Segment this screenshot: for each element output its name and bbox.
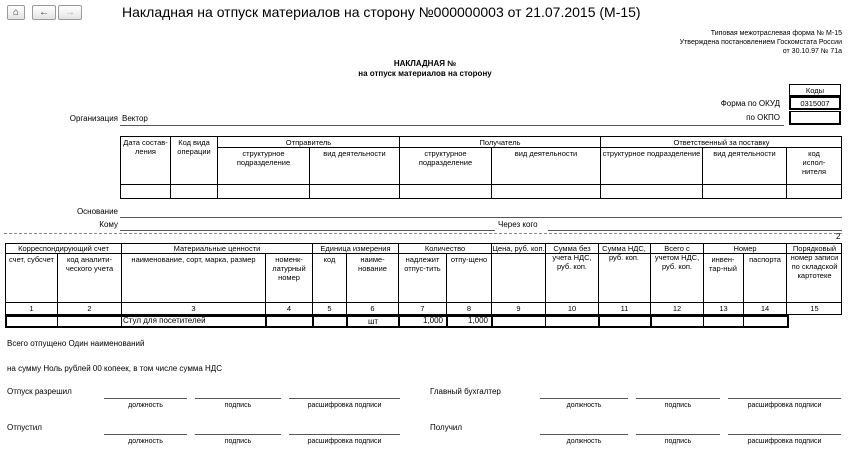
form-info-line2: Утверждена постановлением Госкомстата России: [679, 39, 842, 46]
col-number: 7: [420, 304, 425, 313]
vat-sum-header: Сумма НДС, руб. коп.: [602, 244, 646, 262]
doc-heading: [275, 59, 575, 79]
okpo-label: по ОКПО: [746, 113, 780, 122]
col-number: 11: [620, 304, 629, 313]
released-header: отпу-щено: [450, 255, 488, 264]
price-header: Цена, руб. коп.: [492, 244, 545, 253]
sig2-decoding: расшифровка подписи: [747, 402, 822, 409]
doc-heading-line1: НАКЛАДНАЯ №: [393, 59, 457, 68]
sig2-position: должность: [566, 402, 602, 409]
total-vat-header: Всего с учетом НДС, руб. коп.: [654, 244, 700, 271]
okud-cell: [789, 96, 841, 110]
via-label: Через кого: [498, 220, 538, 229]
col-number: 10: [567, 304, 577, 313]
forward-button[interactable]: [58, 5, 82, 20]
page-number: 2: [836, 232, 841, 241]
receiver-activity-header: вид деятельности: [514, 149, 578, 158]
released-by-label: Отпустил: [7, 423, 42, 432]
nomenclature-header: номенк-латурный номер: [272, 255, 306, 282]
chief-accountant-label: Главный бухгалтер: [430, 387, 501, 396]
op-code-header: Код вида операции: [177, 138, 211, 156]
card-record-header: Порядковый номер записи по складской картотеке: [790, 244, 839, 280]
form-info-line3: от 30.10.97 № 71а: [782, 48, 842, 55]
organization-label: Организация: [69, 114, 118, 123]
codes-header-cell: [789, 84, 841, 96]
passport-header: паспорта: [749, 255, 781, 264]
sig1-position: должность: [128, 402, 163, 409]
forward-arrow-icon: →: [65, 7, 75, 18]
row-name: Стул для посетителей: [123, 316, 206, 325]
form-info: [542, 29, 842, 56]
sig3-signature: подпись: [224, 438, 252, 445]
received-by-label: Получил: [430, 423, 462, 432]
col-number: 2: [87, 304, 92, 313]
home-icon: ⌂: [12, 7, 20, 18]
materials-header: Материальные ценности: [173, 244, 261, 253]
sig3-position: должность: [128, 438, 163, 445]
form-info-line1: Типовая межотраслевая форма № М-15: [710, 30, 842, 37]
sender-unit-header: структурное подразделение: [236, 149, 291, 167]
basis-label: Основание: [76, 207, 118, 216]
sender-activity-header: вид деятельности: [323, 149, 386, 158]
back-button[interactable]: [32, 5, 56, 20]
summary-sum: на сумму Ноль рублей 00 копеек, в том числе сумма НДС: [7, 364, 222, 373]
col-number: 14: [760, 304, 770, 313]
col-number: 13: [719, 304, 728, 313]
organization-value: Вектор: [122, 114, 148, 123]
quantity-header: Количество: [424, 244, 466, 253]
okud-value: 0315007: [800, 99, 830, 108]
date-header: Дата состав-ления: [123, 138, 168, 156]
home-button[interactable]: [7, 5, 25, 20]
sig2-signature: подпись: [664, 402, 692, 409]
inventory-header: инвен-тар-ный: [709, 255, 737, 273]
account-sub-header: счет, субсчет: [9, 255, 54, 264]
receiver-unit-header: структурное подразделение: [418, 149, 473, 167]
col-number: 12: [672, 304, 682, 313]
row-released: 1,000: [467, 316, 488, 325]
release-allowed-label: Отпуск разрешил: [7, 387, 72, 396]
sig1-decoding: расшифровка подписи: [307, 402, 382, 409]
back-arrow-icon: ←: [39, 7, 49, 18]
sig4-decoding: расшифровка подписи: [747, 438, 822, 445]
unit-header: Единица измерения: [320, 244, 391, 253]
sum-no-vat-header: Сумма без учета НДС, руб. коп.: [552, 244, 592, 271]
codes-header: Коды: [805, 86, 825, 95]
sig4-signature: подпись: [664, 438, 692, 445]
sig1-signature: подпись: [224, 402, 252, 409]
okpo-cell: [789, 111, 841, 125]
responsible-unit-header: структурное подразделение: [602, 149, 701, 158]
col-number: 9: [516, 304, 521, 313]
name-grade-header: наименование, сорт, марка, размер: [131, 255, 256, 264]
doc-heading-line2: на отпуск материалов на сторону: [358, 69, 492, 78]
number-header: Номер: [733, 244, 757, 253]
row-unit-name: шт: [368, 317, 379, 326]
to-release-header: надлежит отпус-тить: [404, 255, 441, 273]
executor-code-header: код испол-нителя: [801, 149, 827, 176]
summary-items: Всего отпущено Один наименований: [7, 339, 145, 348]
responsible-activity-header: вид деятельности: [713, 149, 776, 158]
sig3-decoding: расшифровка подписи: [307, 438, 382, 445]
page-title: Накладная на отпуск материалов на сторону №000000003 от 21.07.2015 (М-15): [122, 4, 641, 20]
receiver-header: Получатель: [479, 138, 521, 147]
col-number: 6: [370, 304, 375, 313]
unit-code-header: код: [323, 255, 336, 264]
col-number: 4: [286, 304, 292, 313]
unit-name-header: наиме-нование: [358, 255, 387, 273]
analytic-code-header: код аналити-ческого учета: [65, 255, 114, 273]
to-label: Кому: [99, 220, 118, 229]
col-number: 15: [810, 304, 819, 313]
sender-header: Отправитель: [285, 138, 332, 147]
okud-label: Форма по ОКУД: [720, 99, 780, 108]
row-to-release: 1,000: [422, 316, 443, 325]
col-number: 3: [191, 304, 196, 313]
col-number: 1: [29, 304, 34, 313]
col-number: 8: [466, 304, 472, 313]
col-number: 5: [327, 304, 332, 313]
corr-account-header: Корреспондирующий счет: [18, 244, 109, 253]
responsible-header: Ответственный за поставку: [673, 138, 770, 147]
sig4-position: должность: [566, 438, 602, 445]
